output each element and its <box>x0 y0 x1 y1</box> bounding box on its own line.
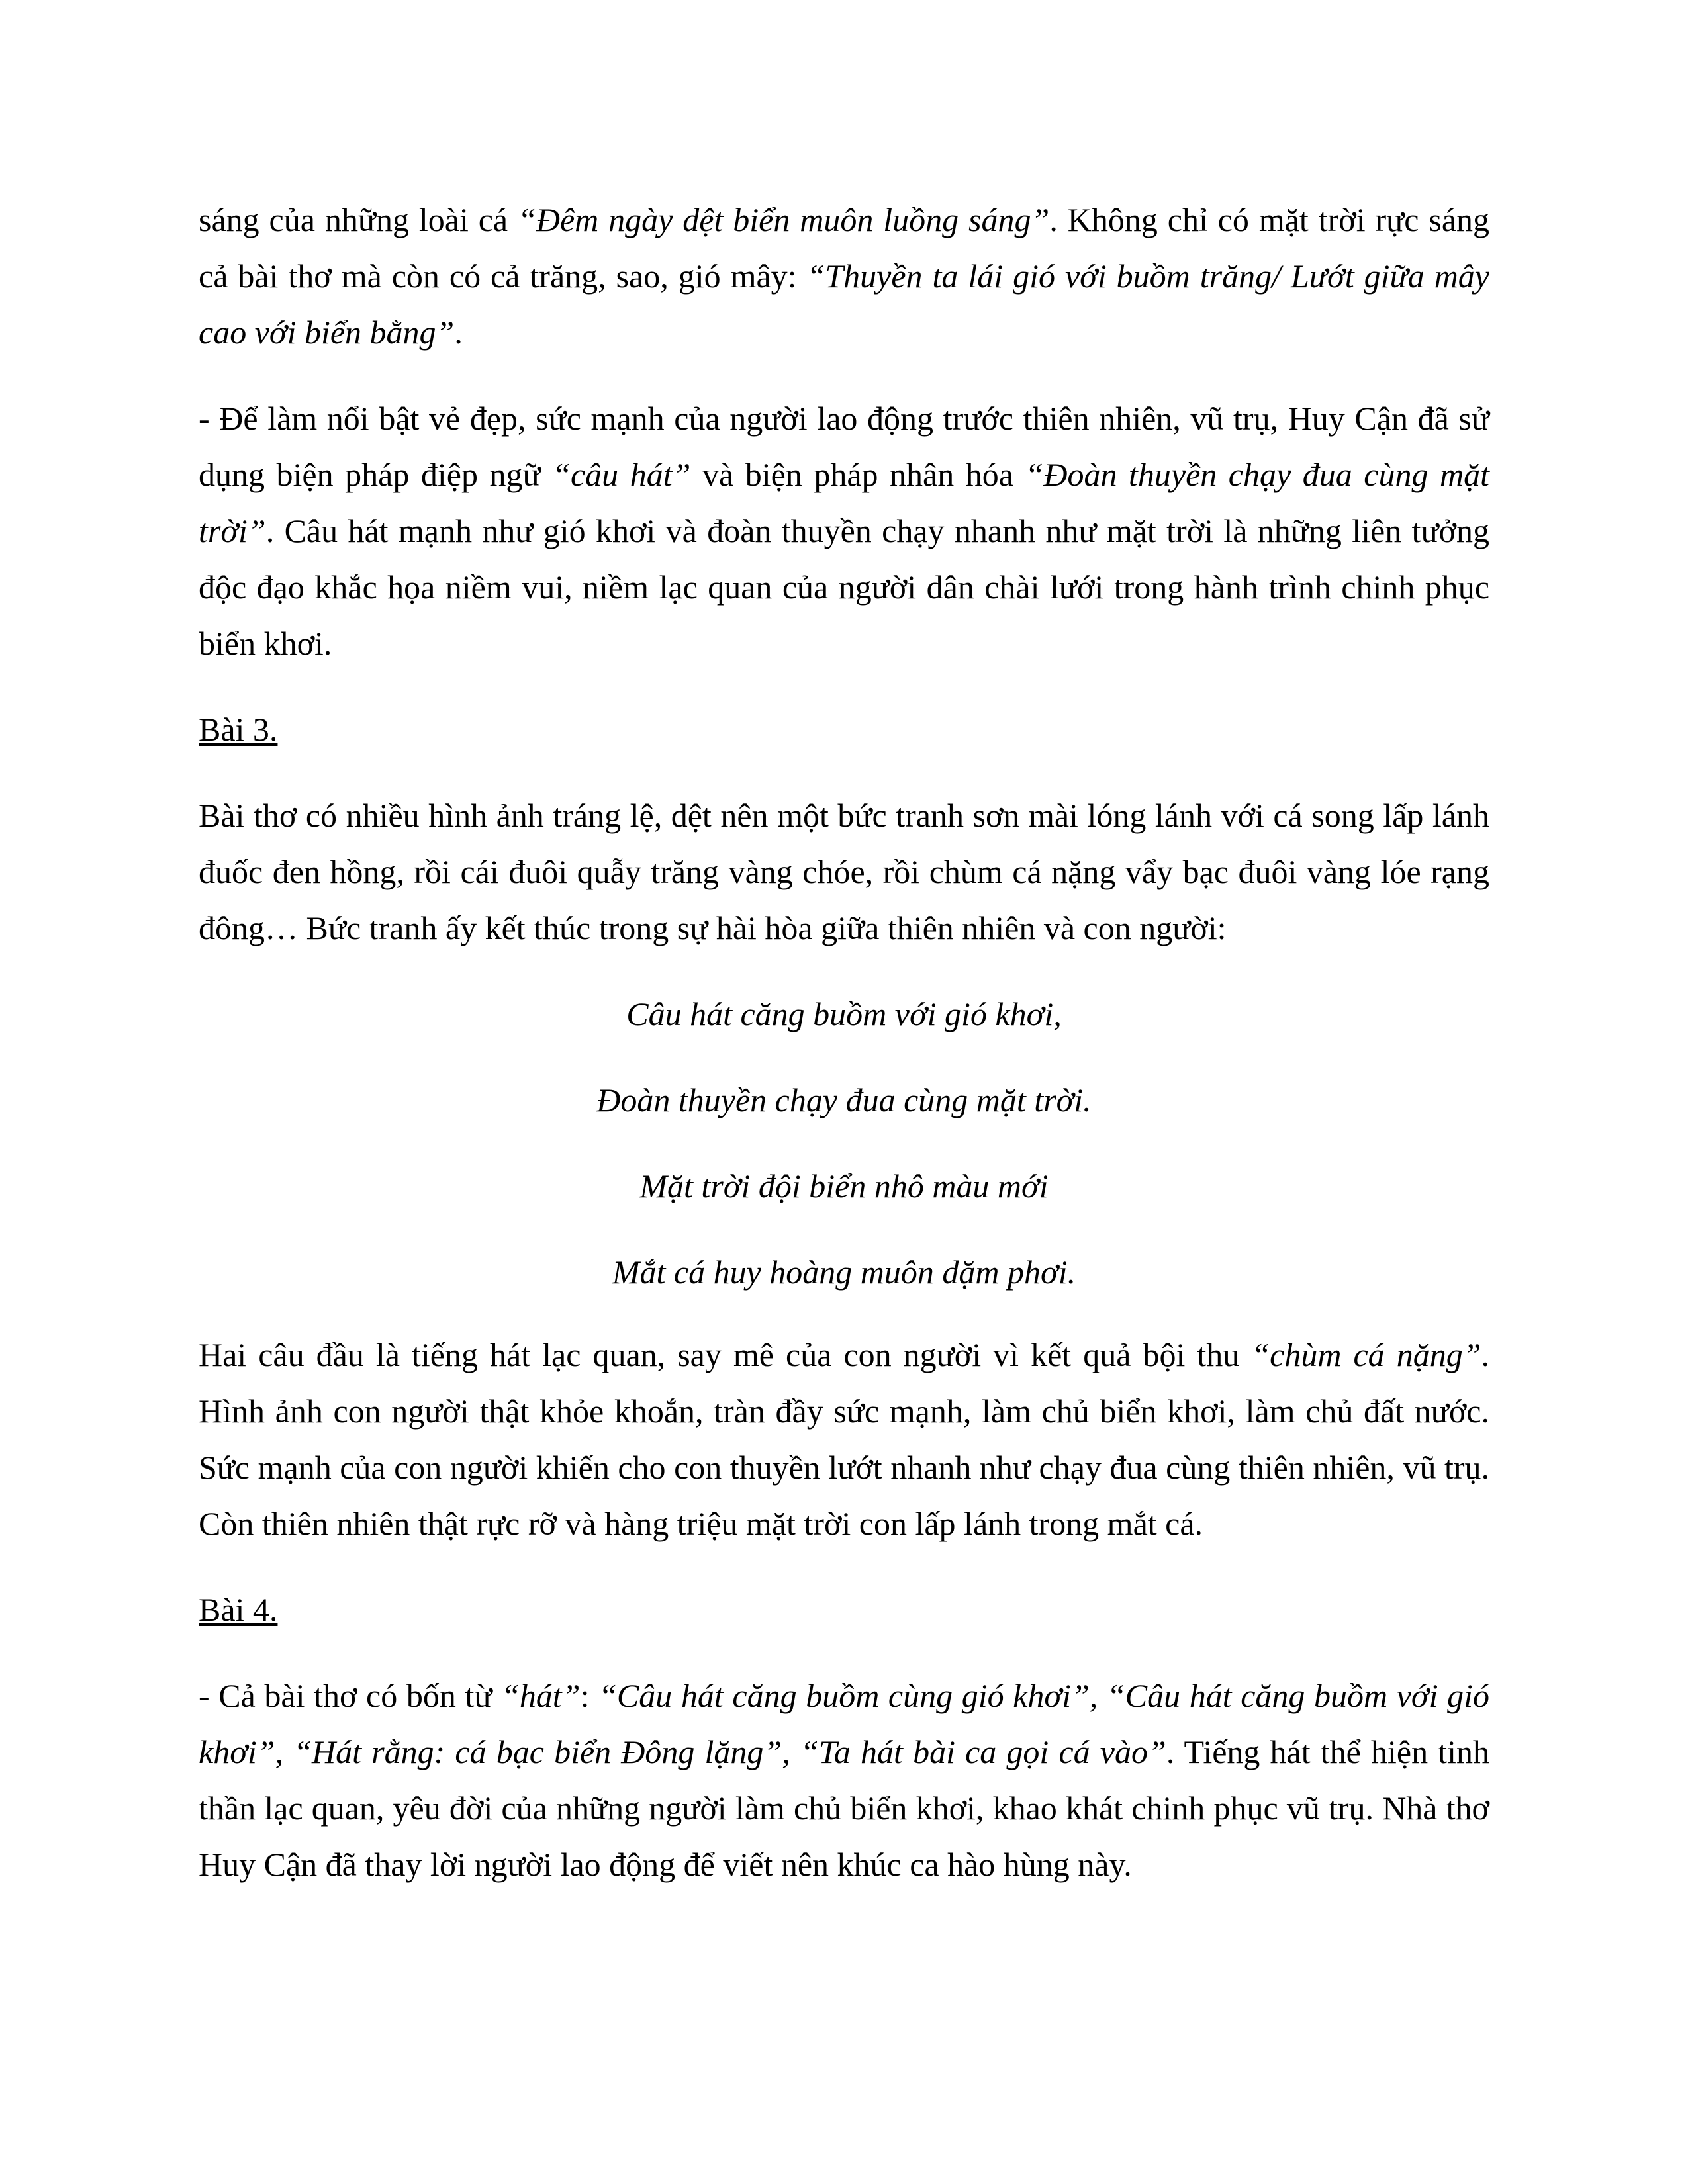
text-span: và biện pháp nhân hóa <box>690 456 1025 493</box>
heading-bai-3: Bài 3. <box>199 711 278 748</box>
paragraph-1 <box>199 192 1489 361</box>
heading-bai-4: Bài 4. <box>199 1591 278 1628</box>
text-span: sáng của những loài cá <box>199 201 518 238</box>
quote-span: “câu hát” <box>552 456 691 493</box>
paragraph-5 <box>199 1668 1489 1893</box>
paragraph-4 <box>199 1327 1489 1552</box>
text-span: Hai câu đầu là tiếng hát lạc quan, say mê của con người vì kết quả bội thu <box>199 1336 1252 1373</box>
quote-span: “Đoàn thuyền chạy đua cùng mặt trời” <box>199 456 1490 549</box>
poem-verse <box>199 986 1489 1300</box>
document-page <box>199 192 1489 1923</box>
paragraph-2 <box>199 390 1489 672</box>
text-span: : <box>580 1677 599 1714</box>
quote-span: “hát” <box>501 1677 581 1714</box>
verse-line: Câu hát căng buồm với gió khơi, <box>626 995 1062 1032</box>
verse-line: Đoàn thuyền chạy đua cùng mặt trời. <box>596 1081 1092 1118</box>
quote-span: “chùm cá nặng” <box>1251 1336 1481 1373</box>
text-span: - Cả bài thơ có bốn từ <box>199 1677 502 1714</box>
text-span: . <box>454 314 463 351</box>
text-span: . Hình ảnh con người thật khỏe khoắn, tràn đầy sức mạnh, làm chủ biển khơi, làm chủ đất nước. Sức mạnh của con người khiến cho con thuyền lướt nhanh như chạy đua cùng thiên nhiên, vũ trụ. Còn thiên nhiên thật rực rỡ và hàng triệu mặt trời con lấp lánh trong mắt cá. <box>199 1336 1490 1542</box>
verse-line: Mặt trời đội biển nhô màu mới <box>639 1167 1049 1205</box>
quote-span: “Đêm ngày dệt biển muôn luồng sáng” <box>518 201 1050 238</box>
quote-span: “Câu hát căng buồm cùng gió khơi”, “Câu hát căng buồm với gió khơi”, “Hát rằng: cá bạc biển Đông lặng”, “Ta hát bài ca gọi cá vào” <box>199 1677 1489 1770</box>
text-span: - Để làm nổi bật vẻ đẹp, sức mạnh của người lao động trước thiên nhiên, vũ trụ, Huy Cận đã sử dụng biện pháp điệp ngữ <box>199 400 1489 493</box>
text-span: . Tiếng hát thể hiện tinh thần lạc quan, yêu đời của những người làm chủ biển khơi, khao khát chinh phục vũ trụ. Nhà thơ Huy Cận đã thay lời người lao động để viết nên khúc ca hào hùng này. <box>199 1733 1490 1883</box>
verse-line: Mắt cá huy hoàng muôn dặm phơi. <box>612 1253 1076 1291</box>
text-span: . Không chỉ có mặt trời rực sáng cả bài thơ mà còn có cả trăng, sao, gió mây: <box>199 201 1490 295</box>
paragraph-3: Bài thơ có nhiều hình ảnh tráng lệ, dệt nên một bức tranh sơn mài lóng lánh với cá song lấp lánh đuốc đen hồng, rồi cái đuôi quẫy trăng vàng chóe, rồi chùm cá nặng vẩy bạc đuôi vàng lóe rạng đông… Bức tranh ấy kết thúc trong sự hài hòa giữa thiên nhiên và con người: <box>199 797 1489 946</box>
quote-span: “Thuyền ta lái gió với buồm trăng/ Lướt giữa mây cao với biển bằng” <box>199 257 1489 351</box>
text-span: . Câu hát mạnh như gió khơi và đoàn thuyền chạy nhanh như mặt trời là những liên tưởng độc đạo khắc họa niềm vui, niềm lạc quan của người dân chài lưới trong hành trình chinh phục biển khơi. <box>199 512 1489 662</box>
